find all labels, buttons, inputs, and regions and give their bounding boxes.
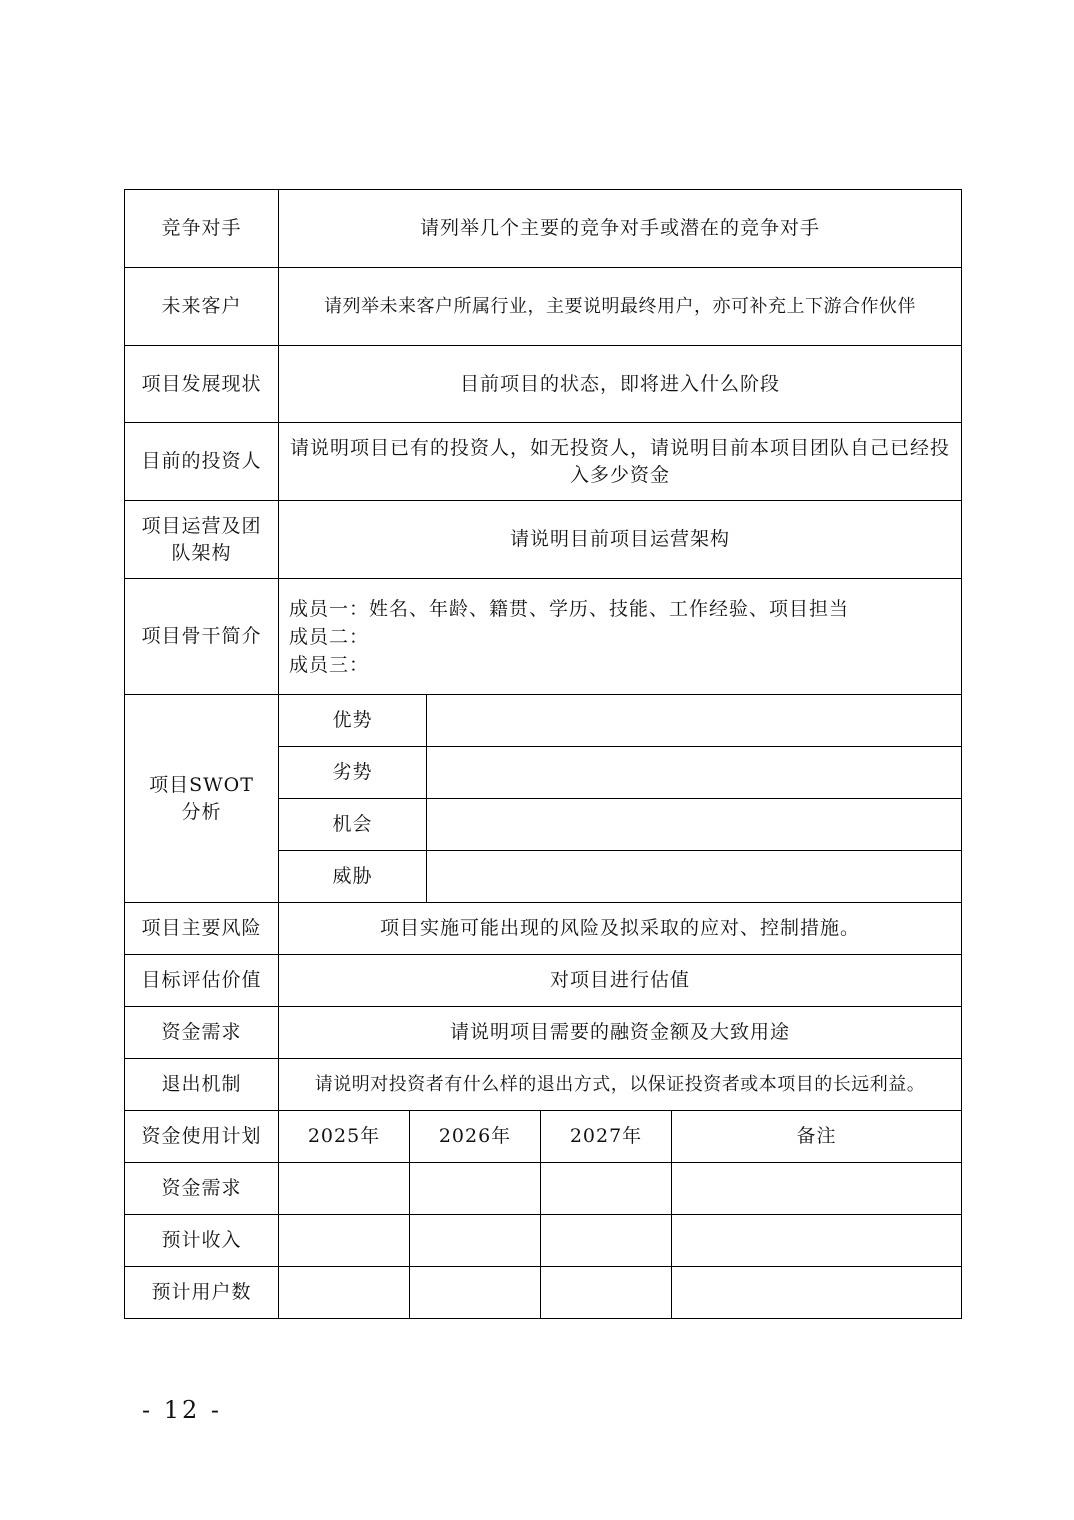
swot-item-label: 威胁 [279,851,427,903]
row-core-members [125,579,962,695]
plan-header-row [125,1111,962,1163]
row-label: 目前的投资人 [125,423,279,501]
plan-row-users [125,1267,962,1319]
member-line: 成员三： [289,653,370,676]
row-future-customers [125,268,962,346]
member-line: 成员一：姓名、年龄、籍贯、学历、技能、工作经验、项目担当 [289,597,850,620]
swot-item-label: 劣势 [279,747,427,799]
member-line: 成员二： [289,625,370,648]
plan-row-label: 资金需求 [125,1163,279,1215]
row-label: 目标评估价值 [125,955,279,1007]
plan-column-header: 2027年 [541,1111,672,1163]
swot-item-label: 优势 [279,695,427,747]
row-label: 项目骨干简介 [125,579,279,695]
row-label: 资金需求 [125,1007,279,1059]
row-label: 项目发展现状 [125,346,279,423]
plan-cell [672,1267,962,1319]
plan-cell [279,1267,410,1319]
row-label: 项目运营及团队架构 [125,501,279,579]
row-valuation [125,955,962,1007]
plan-label: 资金使用计划 [125,1111,279,1163]
row-content: 项目实施可能出现的风险及拟采取的应对、控制措施。 [279,903,962,955]
plan-cell [410,1267,541,1319]
plan-cell [279,1215,410,1267]
swot-item-label: 机会 [279,799,427,851]
project-info-table [124,189,962,1319]
page-number: - 12 - [142,1396,223,1424]
plan-cell [672,1163,962,1215]
plan-cell [410,1215,541,1267]
row-label: 退出机制 [125,1059,279,1111]
row-content: 请说明项目已有的投资人，如无投资人，请说明目前本项目团队自己已经投入多少资金 [279,423,962,501]
row-funding [125,1007,962,1059]
row-exit [125,1059,962,1111]
plan-column-header: 2025年 [279,1111,410,1163]
row-status [125,346,962,423]
plan-cell [279,1163,410,1215]
row-competitors [125,190,962,268]
row-label: 未来客户 [125,268,279,346]
swot-item-content [427,799,962,851]
row-content: 请说明对投资者有什么样的退出方式，以保证投资者或本项目的长远利益。 [279,1059,962,1111]
row-content: 目前项目的状态，即将进入什么阶段 [279,346,962,423]
row-content: 请列举未来客户所属行业，主要说明最终用户，亦可补充上下游合作伙伴 [279,268,962,346]
plan-cell [410,1163,541,1215]
row-swot-strength [125,695,962,747]
plan-cell [541,1163,672,1215]
plan-cell [672,1215,962,1267]
swot-item-content [427,695,962,747]
row-label: 竞争对手 [125,190,279,268]
row-operations [125,501,962,579]
plan-row-funding [125,1163,962,1215]
row-label: 项目主要风险 [125,903,279,955]
row-investors [125,423,962,501]
swot-item-content [427,851,962,903]
row-content: 请列举几个主要的竞争对手或潜在的竞争对手 [279,190,962,268]
plan-column-header: 备注 [672,1111,962,1163]
plan-row-label: 预计用户数 [125,1267,279,1319]
row-content: 请说明项目需要的融资金额及大致用途 [279,1007,962,1059]
row-risks [125,903,962,955]
row-content: 请说明目前项目运营架构 [279,501,962,579]
plan-row-label: 预计收入 [125,1215,279,1267]
member-list [279,579,962,695]
row-content: 对项目进行估值 [279,955,962,1007]
plan-row-revenue [125,1215,962,1267]
swot-item-content [427,747,962,799]
plan-cell [541,1215,672,1267]
swot-label: 项目SWOT分析 [125,695,279,903]
plan-cell [541,1267,672,1319]
plan-column-header: 2026年 [410,1111,541,1163]
